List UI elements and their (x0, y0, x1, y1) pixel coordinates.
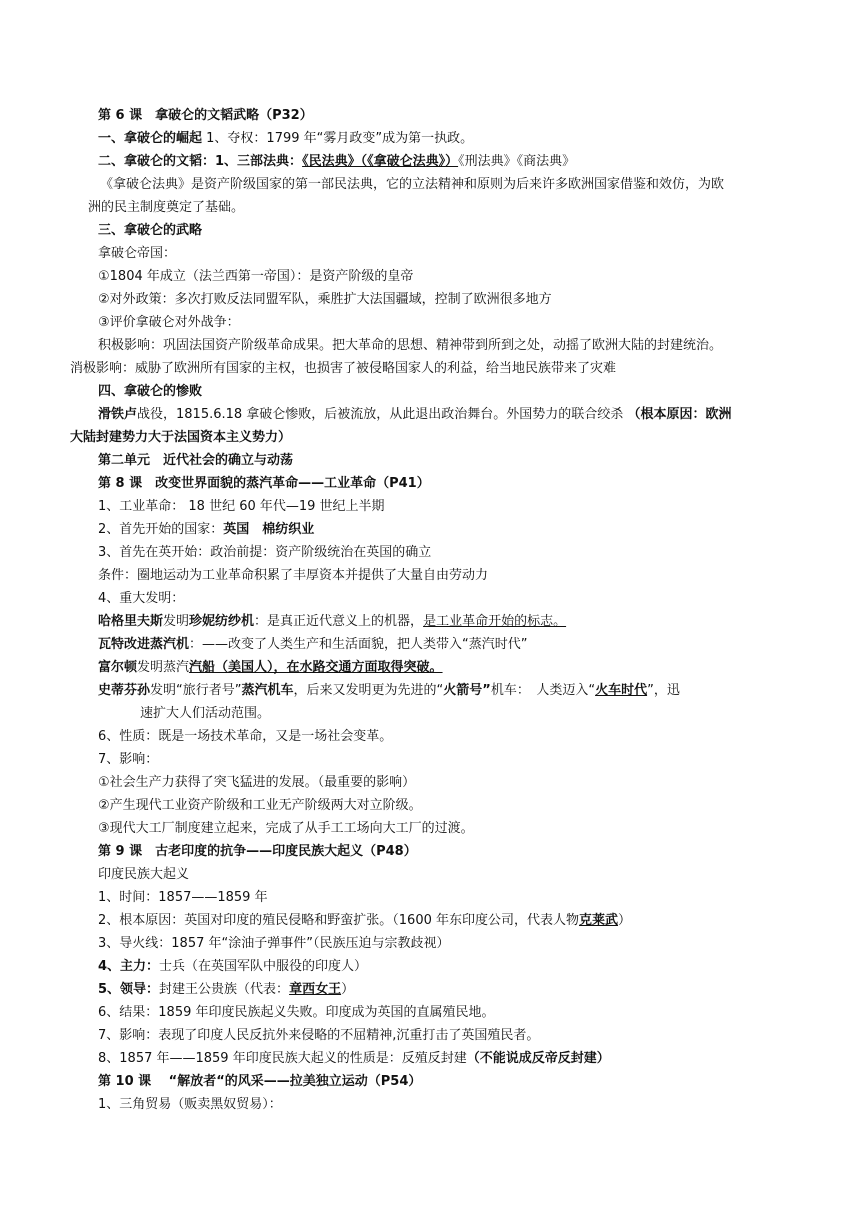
l8-item-4: 4、重大发明： (98, 591, 185, 606)
fail-line-1 (98, 403, 800, 426)
wu-heading: 三、拿破仑的武略 (98, 223, 203, 238)
l9-subtitle: 印度民族大起义 (98, 867, 190, 882)
rise-heading: 一、拿破仑的崛起 (98, 131, 203, 146)
spinning-jenny: 珍妮纺纱机 (189, 614, 255, 629)
fail-reason-2: 大陆封建势力大于法国资本主义势力） (70, 430, 292, 445)
hargreaves-desc: ：是真正近代意义上的机器， (254, 614, 424, 629)
l9-item-8-text: 8、1857 年——1859 年印度民族大起义的性质是：反殖反封建 (98, 1051, 467, 1066)
impact-2: ②产生现代工业资产阶级和工业无产阶级两大对立阶级。 (98, 798, 422, 813)
stephenson-name: 史蒂芬孙 (98, 683, 151, 698)
rocket-locomotive: 火箭号” (443, 683, 491, 698)
impact-3: ③现代大工厂制度建立起来，完成了从手工工场向大工厂的过渡。 (98, 821, 474, 836)
positive-impact: 积极影响：巩固法国资产阶级革命成果。把大革命的思想、精神带到所到之处，动摇了欧洲大陆的封建统治。 (98, 338, 723, 353)
railway-age: 火车时代 (595, 683, 648, 698)
empire-item-3: ③评价拿破仑对外战争： (98, 315, 240, 330)
fulton-desc: 发明蒸汽 (137, 660, 190, 675)
stephenson-continuation: 速扩大人们活动范围。 (140, 706, 271, 721)
l9-item-6: 6、结果：1859 年印度民族起义失败。印度成为英国的直属殖民地。 (98, 1005, 495, 1020)
fail-reason-1: （根本原因：欧洲 (627, 407, 732, 422)
code-paragraph-1: 《拿破仑法典》是资产阶级国家的第一部民法典，它的立法精神和原则为后来许多欧洲国家借鉴和效仿，为欧 (100, 177, 725, 192)
civil-code: 《民法典》（《拿破仑法典》） (302, 154, 459, 169)
rise-text: 1、夺权：1799 年“雾月政变”成为第一执政。 (202, 131, 474, 146)
lesson-6-wen (98, 150, 800, 173)
l8-item-2-answer: 英国 棉纺织业 (223, 522, 315, 537)
watt-name: 瓦特改进蒸汽机 (98, 637, 190, 652)
lesson-6-rise (98, 127, 800, 150)
hargreaves-significance: 是工业革命开始的标志。 (423, 614, 567, 629)
stephenson-text-3: 机车： 人类迈入“ (490, 683, 596, 698)
l8-item-6: 6、性质：既是一场技术革命，又是一场社会变革。 (98, 729, 393, 744)
l9-item-5-end: ） (341, 982, 355, 997)
fulton-name: 富尔顿 (98, 660, 138, 675)
l9-item-4 (98, 955, 800, 978)
l9-item-8-note: （不能说成反帝反封建） (466, 1051, 610, 1066)
hargreaves-verb: 发明 (163, 614, 190, 629)
hargreaves-name: 哈格里夫斯 (98, 614, 164, 629)
fail-heading: 四、拿破仑的惨败 (98, 384, 203, 399)
other-codes: 《刑法典》《商法典》 (458, 154, 576, 169)
l9-item-7: 7、影响：表现了印度人民反抗外来侵略的不屈精神,沉重打击了英国殖民者。 (98, 1028, 540, 1043)
stephenson-text-2: ，后来又发明更为先进的“ (293, 683, 444, 698)
impact-1: ①社会生产力获得了突飞猛进的发展。（最重要的影响） (98, 775, 416, 790)
l10-item-1: 1、三角贸易（贩卖黑奴贸易）： (98, 1097, 282, 1112)
wen-codes-intro: 1、三部法典： (215, 154, 303, 169)
l9-item-2-end: ） (618, 913, 632, 928)
invention-fulton (98, 656, 800, 679)
fulton-significance: 汽船（美国人），在水路交通方面取得突破。 (189, 660, 443, 675)
l8-condition: 条件：圈地运动为工业革命积累了丰厚资本并提供了大量自由劳动力 (98, 568, 489, 583)
l9-item-5-label: 5、领导： (98, 982, 160, 997)
invention-stephenson (98, 679, 800, 702)
l8-item-7: 7、影响： (98, 752, 159, 767)
l8-item-2-label: 2、首先开始的国家： (98, 522, 224, 537)
empire-label: 拿破仑帝国： (98, 246, 177, 261)
unit-2-title: 第二单元 近代社会的确立与动荡 (98, 453, 294, 468)
l9-item-4-label: 4、主力： (98, 959, 160, 974)
invention-watt (98, 633, 800, 656)
l8-item-2 (98, 518, 800, 541)
stephenson-text-1: 发明“旅行者号” (150, 683, 242, 698)
l9-item-5 (98, 978, 800, 1001)
l9-item-5-text: 封建王公贵族（代表： (159, 982, 290, 997)
l9-item-3: 3、导火线：1857 年“涂油子弹事件”（民族压迫与宗教歧视） (98, 936, 450, 951)
clive-name: 克莱武 (579, 913, 619, 928)
l8-item-3: 3、首先在英开始：政治前提：资产阶级统治在英国的确立 (98, 545, 432, 560)
lesson-8-title: 第 8 课 改变世界面貌的蒸汽革命——工业革命（P41） (98, 476, 430, 491)
l9-item-2 (98, 909, 800, 932)
l9-item-1: 1、时间：1857——1859 年 (98, 890, 268, 905)
steam-locomotive: 蒸汽机车 (241, 683, 294, 698)
stephenson-text-4: ”，迅 (647, 683, 680, 698)
empire-item-1: ①1804 年成立（法兰西第一帝国）：是资产阶级的皇帝 (98, 269, 414, 284)
lesson-10-title: 第 10 课 “解放者“的风采——拉美独立运动（P54） (98, 1074, 422, 1089)
lesson-9-title: 第 9 课 古老印度的抗争——印度民族大起义（P48） (98, 844, 417, 859)
negative-impact: 消极影响：威胁了欧洲所有国家的主权，也损害了被侵略国家人的利益，给当地民族带来了灾难 (70, 361, 617, 376)
l9-item-2-text: 2、根本原因：英国对印度的殖民侵略和野蛮扩张。（1600 年东印度公司，代表人物 (98, 913, 579, 928)
watt-desc: ：——改变了人类生产和生活面貌，把人类带入“蒸汽时代” (189, 637, 528, 652)
empire-item-2: ②对外政策：多次打败反法同盟军队，乘胜扩大法国疆域，控制了欧洲很多地方 (98, 292, 552, 307)
rani-name: 章西女王 (289, 982, 342, 997)
lesson-6-title: 第 6 课 拿破仑的文韬武略（P32） (98, 108, 313, 123)
wen-heading: 二、拿破仑的文韬： (98, 154, 216, 169)
fail-text: 战役，1815.6.18 拿破仑惨败，后被流放，从此退出政治舞台。外国势力的联合绞杀 (137, 407, 628, 422)
l8-item-1: 1、工业革命： 18 世纪 60 年代—19 世纪上半期 (98, 499, 385, 514)
l9-item-4-text: 士兵（在英国军队中服役的印度人） (159, 959, 368, 974)
invention-hargreaves (98, 610, 800, 633)
document-body (70, 104, 800, 1116)
l9-item-8 (98, 1047, 800, 1070)
code-paragraph-2: 洲的民主制度奠定了基础。 (88, 200, 245, 215)
waterloo: 滑铁卢 (98, 407, 138, 422)
